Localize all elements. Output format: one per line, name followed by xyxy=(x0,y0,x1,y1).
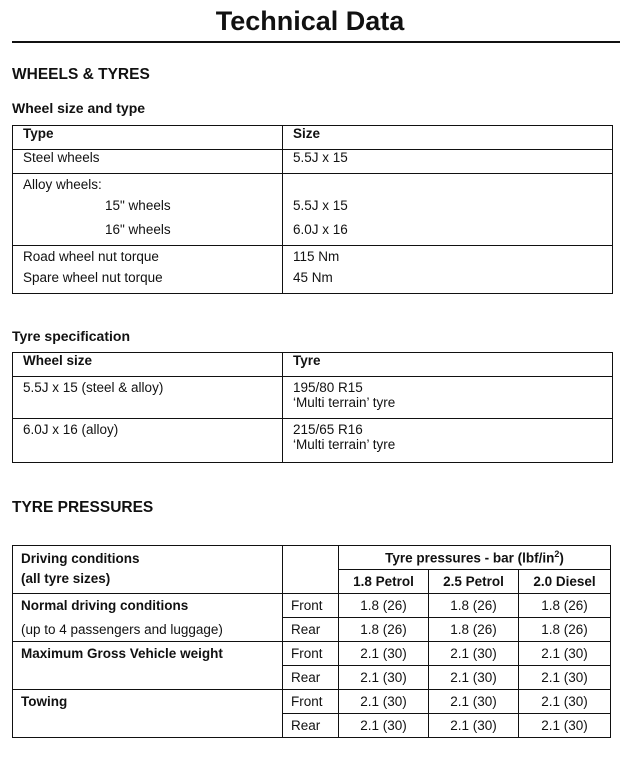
pressure-value: 2.1 (30) xyxy=(339,642,429,666)
pressure-value: 2.1 (30) xyxy=(429,666,519,690)
header-type: Type xyxy=(13,126,283,150)
driving-conditions-sub: (all tyre sizes) xyxy=(21,571,111,586)
tyre-row-tyre xyxy=(283,377,613,419)
tyre-row-tyre-size: 215/65 R16 xyxy=(293,422,363,437)
position-rear: Rear xyxy=(283,714,339,738)
steel-wheels-label: Steel wheels xyxy=(13,150,283,174)
tyre-row-tyre-type: ‘Multi terrain’ tyre xyxy=(293,437,396,452)
pressure-value: 2.1 (30) xyxy=(339,666,429,690)
group-header-text: Tyre pressures - bar (lbf/in xyxy=(385,550,555,566)
pressure-value: 2.1 (30) xyxy=(339,690,429,714)
pressure-value: 2.1 (30) xyxy=(519,690,611,714)
pressure-value: 2.1 (30) xyxy=(519,666,611,690)
engine-header: 2.5 Petrol xyxy=(429,570,519,594)
condition-name: Maximum Gross Vehicle weight xyxy=(13,642,283,666)
pressure-value: 1.8 (26) xyxy=(519,618,611,642)
engine-header: 2.0 Diesel xyxy=(519,570,611,594)
position-rear: Rear xyxy=(283,618,339,642)
spare-torque-label: Spare wheel nut torque xyxy=(13,270,283,294)
group-header-close: ) xyxy=(559,550,564,566)
position-front: Front xyxy=(283,690,339,714)
tyre-row-tyre-size: 195/80 R15 xyxy=(293,380,363,395)
condition-name: Normal driving conditions xyxy=(13,594,283,618)
alloy-16-label: 16" wheels xyxy=(13,222,283,246)
engine-header: 1.8 Petrol xyxy=(339,570,429,594)
spare-torque-value: 45 Nm xyxy=(283,270,613,294)
alloy-15-label: 15" wheels xyxy=(13,198,283,222)
title-rule xyxy=(12,41,620,43)
tyre-row-wheel: 6.0J x 16 (alloy) xyxy=(13,419,283,463)
tyre-row-tyre xyxy=(283,419,613,463)
pressure-value: 2.1 (30) xyxy=(429,690,519,714)
wheel-size-table xyxy=(12,125,613,294)
pressure-value: 1.8 (26) xyxy=(519,594,611,618)
pressure-value: 2.1 (30) xyxy=(429,642,519,666)
header-tyre: Tyre xyxy=(283,353,613,377)
page-title: Technical Data xyxy=(215,6,405,36)
pressure-value: 1.8 (26) xyxy=(339,618,429,642)
tyre-pressures-table xyxy=(12,545,611,738)
position-header-blank xyxy=(283,546,339,594)
driving-conditions-header xyxy=(13,546,283,594)
tyre-row-tyre-type: ‘Multi terrain’ tyre xyxy=(293,395,396,410)
section-heading-pressures: TYRE PRESSURES xyxy=(12,499,154,516)
group-header-sup: 2 xyxy=(554,549,560,560)
position-front: Front xyxy=(283,642,339,666)
pressure-value: 2.1 (30) xyxy=(339,714,429,738)
tyre-spec-table xyxy=(12,352,613,463)
driving-conditions-title: Driving conditions xyxy=(21,551,140,566)
condition-name: Towing xyxy=(13,690,283,714)
tyre-pressures-group-header xyxy=(339,546,611,570)
alloy-wheels-blank xyxy=(283,174,613,198)
header-size: Size xyxy=(283,126,613,150)
pressure-value: 1.8 (26) xyxy=(429,594,519,618)
pressure-value: 1.8 (26) xyxy=(429,618,519,642)
condition-sub: (up to 4 passengers and luggage) xyxy=(13,618,283,642)
condition-sub xyxy=(13,714,283,738)
pressure-value: 2.1 (30) xyxy=(429,714,519,738)
position-rear: Rear xyxy=(283,666,339,690)
pressure-value: 1.8 (26) xyxy=(339,594,429,618)
tyre-row-wheel: 5.5J x 15 (steel & alloy) xyxy=(13,377,283,419)
road-torque-label: Road wheel nut torque xyxy=(13,246,283,270)
steel-wheels-size: 5.5J x 15 xyxy=(283,150,613,174)
alloy-15-size: 5.5J x 15 xyxy=(283,198,613,222)
wheel-size-heading: Wheel size and type xyxy=(12,100,146,116)
position-front: Front xyxy=(283,594,339,618)
header-wheel-size: Wheel size xyxy=(13,353,283,377)
road-torque-value: 115 Nm xyxy=(283,246,613,270)
pressure-value: 2.1 (30) xyxy=(519,642,611,666)
alloy-16-size: 6.0J x 16 xyxy=(283,222,613,246)
condition-sub xyxy=(13,666,283,690)
tyre-spec-heading: Tyre specification xyxy=(12,328,131,344)
pressure-value: 2.1 (30) xyxy=(519,714,611,738)
section-heading-wheels: WHEELS & TYRES xyxy=(12,66,150,83)
alloy-wheels-label: Alloy wheels: xyxy=(13,174,283,198)
